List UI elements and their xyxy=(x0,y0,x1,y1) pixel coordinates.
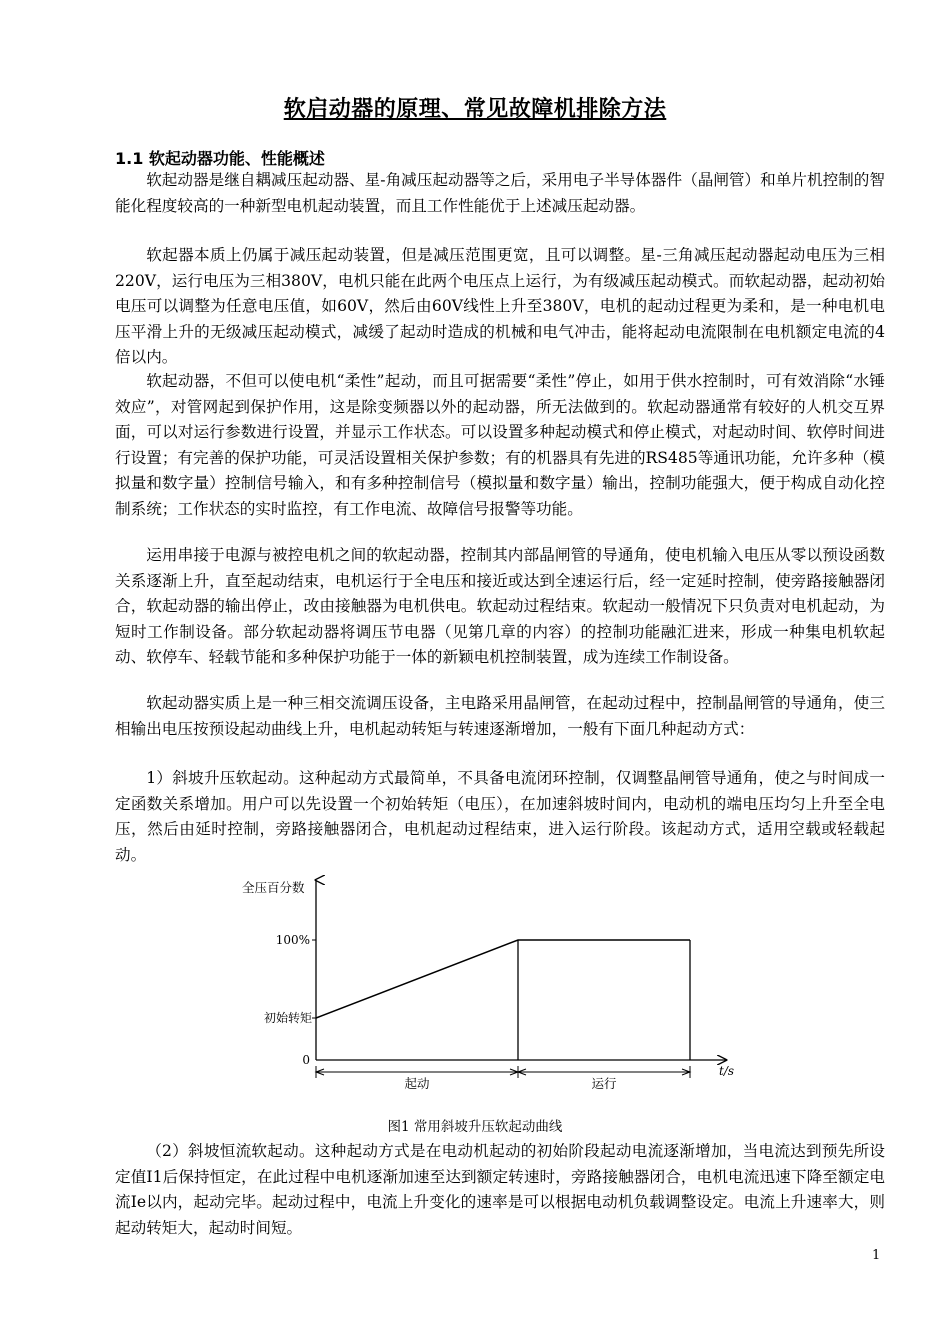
ramp-chart-svg xyxy=(232,872,752,1102)
y-tick-label-zero: 0 xyxy=(302,1053,310,1067)
phase-label-run: 运行 xyxy=(591,1076,617,1091)
phase-label-start: 起动 xyxy=(404,1076,430,1091)
y-axis-label: 全压百分数 xyxy=(242,880,305,895)
paragraph-7: （2）斜坡恒流软起动。这种起动方式是在电动机起动的初始阶段起动电流逐渐增加，当电流达到预先所设定值I1后保持恒定，在此过程中电机逐渐加速至达到额定转速时，旁路接触器闭合，电机电流迅速下降至额定电流Ie以内，起动完毕。起动过程中，电流上升变化的速率是可以根据电动机负载调整设定。电流上升速率大，则起动转矩大，起动时间短。 xyxy=(115,1142,886,1237)
y-tick-label-100: 100% xyxy=(275,933,310,947)
paragraph-4: 运用串接于电源与被控电机之间的软起动器，控制其内部晶闸管的导通角，使电机输入电压从零以预设函数关系逐渐上升，直至起动结束，电机运行于全电压和接近或达到全速运行后，经一定延时控制，使旁路接触器闭合，软起动器的输出停止，改由接触器为电机供电。软起动过程结束。软起动一般情况下只负责对电机起动，为短时工作制设备。部分软起动器将调压节电器（见第几章的内容）的控制功能融汇进来，形成一种集电机软起动、软停车、轻载节能和多种保护功能于一体的新颖电机控制装置，成为连续工作制设备。 xyxy=(115,546,885,666)
paragraph-5: 软起动器实质上是一种三相交流调压设备，主电路采用晶闸管，在起动过程中，控制晶闸管的导通角，使三相输出电压按预设起动曲线上升，电机起动转矩与转速逐渐增加，一般有下面几种起动方式： xyxy=(115,694,885,738)
section-heading: 1.1 软起动器功能、性能概述 xyxy=(115,149,325,168)
page-title: 软启动器的原理、常见故障机排除方法 xyxy=(283,97,667,122)
paragraph-2: 软起器本质上仍属于减压起动装置，但是减压范围更宽，且可以调整。星-三角减压起动器起动电压为三相220V，运行电压为三相380V，电机只能在此两个电压点上运行，为有级减压起动模式。而软起动器，起动初始电压可以调整为任意电压值，如60V，然后由60V线性上升至380V，电机的起动过程更为柔和，是一种电机电压平滑上升的无级减压起动模式，减缓了起动时造成的机械和电气冲击，能将起动电流限制在电机额定电流的4倍以内。 xyxy=(115,246,885,366)
page-number: 1 xyxy=(872,1248,881,1263)
paragraph-1: 软起动器是继自耦减压起动器、星-角减压起动器等之后，采用电子半导体器件（晶闸管）和单片机控制的智能化程度较高的一种新型电机起动装置，而且工作性能优于上述减压起动器。 xyxy=(115,171,885,215)
paragraph-3: 软起动器，不但可以使电机“柔性”起动，而且可据需要“柔性”停止，如用于供水控制时，可有效消除“水锤效应”，对管网起到保护作用，这是除变频器以外的起动器，所无法做到的。软起动器通常有较好的人机交互界面，可以对运行参数进行设置，并显示工作状态。可以设置多种起动模式和停止模式，对起动时间、软停时间进行设置；有完善的保护功能，可灵活设置相关保护参数；有的机器具有先进的RS485等通讯功能，允许多种（模拟量和数字量）控制信号输入，和有多种控制信号（模拟量和数字量）输出，控制功能强大，便于构成自动化控制系统；工作状态的实时监控，有工作电流、故障信号报警等功能。 xyxy=(115,372,885,518)
figure-caption: 图1 常用斜坡升压软起动曲线 xyxy=(387,1119,563,1135)
soft-start-ramp-figure xyxy=(232,872,752,1102)
ramp-voltage-curve xyxy=(316,940,690,1018)
y-tick-label-initial: 初始转矩 xyxy=(263,1011,312,1025)
x-axis-label: t/s xyxy=(719,1064,735,1078)
paragraph-6: 1）斜坡升压软起动。这种起动方式最简单，不具备电流闭环控制，仅调整晶闸管导通角，使之与时间成一定函数关系增加。用户可以先设置一个初始转矩（电压），在加速斜坡时间内，电动机的端电压均匀上升至全电压，然后由延时控制，旁路接触器闭合，电机起动过程结束，进入运行阶段。该起动方式，适用空载或轻载起动。 xyxy=(115,769,885,864)
